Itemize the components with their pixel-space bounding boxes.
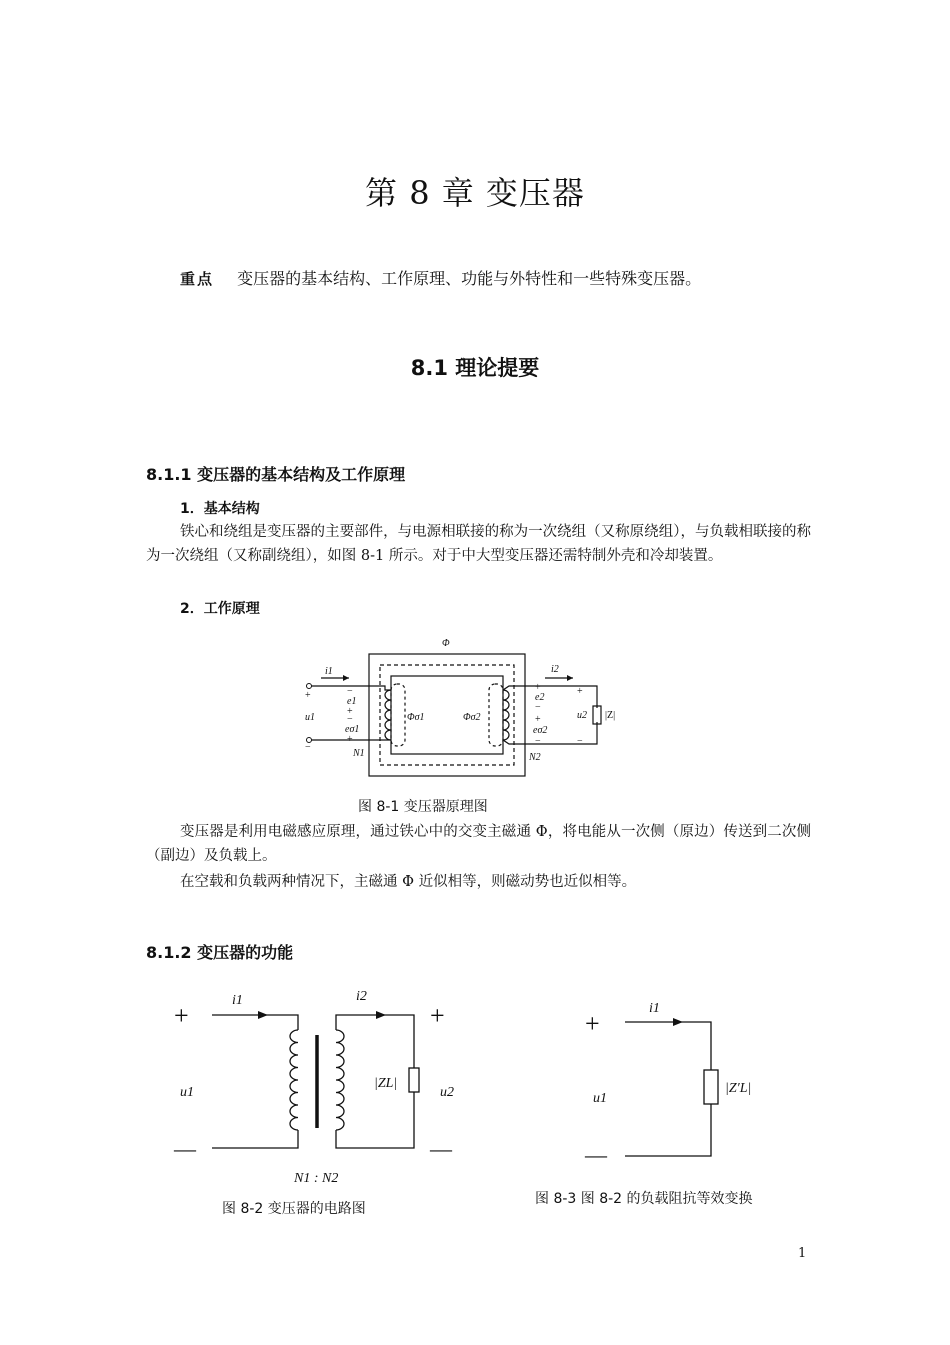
load-resistor [593,706,601,724]
chapter-title: 第 8 章 变压器 [365,174,585,212]
equivalent-impedance [704,1070,718,1104]
label-es1-minus: − [347,714,353,725]
label-u1: u1 [305,712,315,723]
paragraph-principle: 变压器是利用电磁感应原理，通过铁心中的交变主磁通 Φ，将电能从一次侧（原边）传送到二次侧（副边）及负载上。 [146,824,811,864]
label-e2-minus: − [535,702,541,713]
label-u1: u1 [180,1085,194,1100]
key-points-text: 变压器的基本结构、工作原理、功能与外特性和一些特殊变压器。 [237,269,702,288]
label-u1: u1 [593,1091,607,1106]
label-u2-minus: − [577,736,583,747]
i2-arrowhead [567,675,573,681]
secondary-top-wire [336,1015,414,1068]
secondary-coil [336,1030,344,1130]
i1-arrowhead [343,675,349,681]
label-load-z: |Z| [605,710,616,721]
label-es1: eσ1 [345,724,360,735]
label-u1-plus: + [305,690,311,701]
u2-minus-sign: — [430,1136,452,1161]
label-u1-minus: − [305,742,311,753]
label-u2: u2 [440,1085,454,1100]
label-es2-minus: − [535,736,541,747]
leakage-flux-2 [489,684,503,746]
label-e2: e2 [535,692,545,703]
label-e2-plus: + [535,682,541,693]
u2-plus-sign: + [430,1001,445,1030]
label-i1: i1 [325,666,333,677]
label-n2: N2 [529,752,541,763]
figure-8-2-transformer-circuit [160,980,470,1195]
secondary-top-wire [503,686,597,708]
secondary-winding [503,690,509,740]
figure-8-1-transformer-principle [295,632,635,792]
primary-winding [385,690,391,740]
page-number: 1 [798,1246,807,1261]
label-i2: i2 [356,989,367,1004]
label-i1: i1 [649,1001,660,1016]
label-phi: Φ [442,638,450,649]
load-impedance [409,1068,419,1092]
figure-8-3-caption: 图 8-3 图 8-2 的负载阻抗等效变换 [535,1191,753,1207]
label-e1: e1 [347,696,357,707]
label-phis2: Φσ2 [463,712,481,723]
subsection-title-8-1-2: 8.1.2 变压器的功能 [146,943,294,962]
figure-8-3-equivalent-load [575,990,775,1170]
minus-sign: — [585,1142,607,1167]
top-wire [625,1022,711,1070]
label-u2: u2 [577,710,587,721]
label-e1-plus: + [347,706,353,717]
core-outer [369,654,525,776]
key-points [180,266,701,289]
primary-top-wire [212,1015,298,1030]
label-zl: |ZL| [374,1076,398,1091]
label-e1-minus: − [347,686,353,697]
secondary-bottom-wire [503,722,597,744]
i1-arrowhead [673,1018,683,1026]
paragraph-flux: 在空载和负载两种情况下，主磁通 Φ 近似相等，则磁动势也近似相等。 [180,874,637,890]
key-points-label: 重点 [180,270,215,288]
label-turns-ratio: N1 : N2 [294,1171,339,1186]
figure-8-1-caption: 图 8-1 变压器原理图 [358,799,488,815]
label-phis1: Φσ1 [407,712,425,723]
label-u2-plus: + [577,686,583,697]
label-n1: N1 [353,748,365,759]
terminal-1 [307,684,312,689]
plus-sign: + [585,1009,600,1038]
secondary-bottom-wire [336,1092,414,1148]
label-zl-prime: |Z′L| [725,1081,752,1096]
leakage-flux-1 [391,684,405,746]
u1-minus-sign: — [174,1136,196,1161]
paragraph-basic-structure: 铁心和绕组是变压器的主要部件，与电源相联接的称为一次绕组（又称原绕组），与负载相联接的称为一次绕组（又称副绕组），如图 8-1 所示。对于中大型变压器还需特制外壳和冷却装置。 [146,524,811,564]
label-es1-plus: + [347,734,353,745]
label-i2: i2 [551,664,559,675]
section-title: 8.1 理论提要 [410,356,540,380]
label-es2: eσ2 [533,725,548,736]
label-es2-plus: + [535,714,541,725]
i2-arrowhead [376,1011,386,1019]
u1-plus-sign: + [174,1001,189,1030]
bottom-wire [625,1104,711,1156]
main-flux-path [380,665,514,765]
i1-arrowhead [258,1011,268,1019]
item-title-working-principle: 2．工作原理 [180,601,260,617]
subsection-title-8-1-1: 8.1.1 变压器的基本结构及工作原理 [146,465,406,484]
primary-coil [290,1030,298,1130]
primary-bottom-wire [212,1130,298,1148]
label-i1: i1 [232,993,243,1008]
item-title-basic-structure: 1．基本结构 [180,501,260,517]
figure-8-2-caption: 图 8-2 变压器的电路图 [222,1201,366,1217]
